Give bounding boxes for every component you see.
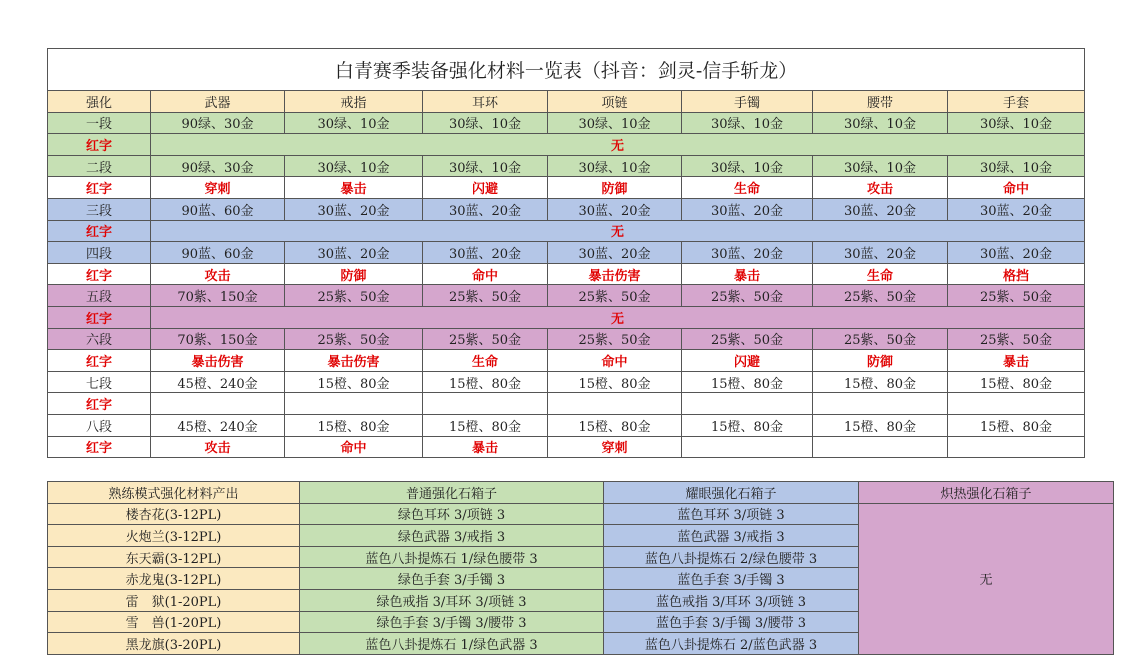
table-cell: 70紫、150金 [151,328,285,350]
table-cell: 30蓝、20金 [948,198,1085,220]
table-cell: 25紫、50金 [285,328,423,350]
table-cell: 45橙、240金 [151,414,285,436]
enhance-level-row [48,371,1085,393]
table-cell: 15橙、80金 [682,371,813,393]
table-cell: 15橙、80金 [813,414,948,436]
table-cell: 90蓝、60金 [151,242,285,264]
table-cell: 30绿、10金 [285,155,423,177]
table-cell: 30蓝、20金 [813,198,948,220]
drops-source-cell: 雷 狱(1-20PL) [48,589,300,611]
table-cell: 70紫、150金 [151,285,285,307]
column-header: 项链 [548,91,682,113]
table-cell: 防御 [813,350,948,372]
table-cell: 攻击 [151,263,285,285]
table-cell: 生命 [813,263,948,285]
row-label: 八段 [48,414,151,436]
table-cell: 命中 [948,177,1085,199]
drops-box-cell: 绿色手套 3/手镯 3/腰带 3 [300,611,604,633]
red-text-row [48,436,1085,458]
column-header: 手镯 [682,91,813,113]
red-text-row [48,134,1085,156]
table-cell: 30绿、10金 [948,155,1085,177]
table-cell: 30绿、10金 [285,112,423,134]
table-cell: 穿刺 [151,177,285,199]
table-cell: 90蓝、60金 [151,198,285,220]
table-cell: 30绿、10金 [948,112,1085,134]
red-text-row [48,306,1085,328]
table-cell [151,393,285,415]
table-cell [948,436,1085,458]
drops-box-cell: 绿色武器 3/戒指 3 [300,525,604,547]
drops-box-cell: 蓝色八卦提炼石 2/绿色腰带 3 [604,546,859,568]
red-text-row [48,220,1085,242]
column-header: 武器 [151,91,285,113]
row-label: 一段 [48,112,151,134]
table-cell: 暴击伤害 [548,263,682,285]
drops-box-cell: 蓝色八卦提炼石 1/绿色武器 3 [300,633,604,655]
table-cell: 25紫、50金 [948,328,1085,350]
table-cell: 30蓝、20金 [285,242,423,264]
table-cell: 25紫、50金 [285,285,423,307]
table-cell: 闪避 [423,177,548,199]
table-cell: 30绿、10金 [813,155,948,177]
drops-source-cell: 东天霸(3-12PL) [48,546,300,568]
table-cell [285,393,423,415]
material-drops-table [47,481,1114,655]
column-header: 耳环 [423,91,548,113]
drops-header-normal: 普通强化石箱子 [300,482,604,504]
table-cell: 防御 [548,177,682,199]
table-cell: 生命 [423,350,548,372]
column-header: 强化 [48,91,151,113]
table-cell: 命中 [548,350,682,372]
table-cell: 15橙、80金 [423,371,548,393]
row-label: 六段 [48,328,151,350]
drops-box-cell: 蓝色戒指 3/耳环 3/项链 3 [604,589,859,611]
enhance-level-row [48,414,1085,436]
column-header: 腰带 [813,91,948,113]
table-cell: 闪避 [682,350,813,372]
header-row [48,91,1085,113]
enhance-level-row [48,155,1085,177]
row-label: 二段 [48,155,151,177]
table-cell: 生命 [682,177,813,199]
table-cell: 45橙、240金 [151,371,285,393]
table-cell: 攻击 [813,177,948,199]
table-cell: 命中 [423,263,548,285]
enhancement-materials-table [47,48,1085,458]
row-label: 红字 [48,350,151,372]
table-cell: 25紫、50金 [548,285,682,307]
table-cell: 暴击 [682,263,813,285]
drops-header-blazing: 炽热强化石箱子 [859,482,1114,504]
row-label: 红字 [48,393,151,415]
table-cell: 25紫、50金 [813,328,948,350]
table-cell: 30蓝、20金 [285,198,423,220]
table-cell: 攻击 [151,436,285,458]
drops-box-cell: 蓝色手套 3/手镯 3/腰带 3 [604,611,859,633]
drops-source-cell: 黑龙旗(3-20PL) [48,633,300,655]
drops-source-cell: 赤龙鬼(3-12PL) [48,568,300,590]
table-cell: 90绿、30金 [151,155,285,177]
table-cell: 15橙、80金 [813,371,948,393]
table-cell: 25紫、50金 [813,285,948,307]
table-cell [682,436,813,458]
table-cell: 命中 [285,436,423,458]
table-cell: 15橙、80金 [423,414,548,436]
table-cell: 15橙、80金 [285,371,423,393]
table-cell: 25紫、50金 [548,328,682,350]
table-cell: 暴击 [423,436,548,458]
row-label: 红字 [48,177,151,199]
row-label: 红字 [48,134,151,156]
table-cell: 暴击 [948,350,1085,372]
table-cell: 暴击伤害 [285,350,423,372]
enhance-level-row [48,198,1085,220]
table-cell: 30绿、10金 [423,112,548,134]
row-label: 四段 [48,242,151,264]
red-text-row [48,263,1085,285]
table-cell: 90绿、30金 [151,112,285,134]
drops-box-cell: 蓝色耳环 3/项链 3 [604,503,859,525]
table-cell: 30蓝、20金 [548,242,682,264]
row-label: 三段 [48,198,151,220]
table-cell: 25紫、50金 [423,328,548,350]
table-cell: 30绿、10金 [682,112,813,134]
row-label: 红字 [48,263,151,285]
merged-cell: 无 [151,306,1085,328]
table-cell: 15橙、80金 [548,414,682,436]
table-cell [548,393,682,415]
table-cell: 25紫、50金 [682,328,813,350]
table-cell: 30绿、10金 [682,155,813,177]
table-cell [813,436,948,458]
merged-cell: 无 [151,134,1085,156]
table-cell: 30绿、10金 [548,155,682,177]
enhance-level-row [48,112,1085,134]
table-cell: 30蓝、20金 [813,242,948,264]
row-label: 红字 [48,436,151,458]
row-label: 红字 [48,220,151,242]
red-text-row [48,350,1085,372]
table-cell [813,393,948,415]
table-cell: 30蓝、20金 [423,198,548,220]
table-cell: 30蓝、20金 [423,242,548,264]
table-cell: 暴击伤害 [151,350,285,372]
drops-box-cell: 蓝色八卦提炼石 2/蓝色武器 3 [604,633,859,655]
table-cell: 防御 [285,263,423,285]
table-cell: 15橙、80金 [682,414,813,436]
table-cell: 30蓝、20金 [682,242,813,264]
table-cell: 25紫、50金 [682,285,813,307]
table-cell [948,393,1085,415]
drops-box-cell: 蓝色八卦提炼石 1/绿色腰带 3 [300,546,604,568]
drops-source-cell: 火炮兰(3-12PL) [48,525,300,547]
table-cell: 暴击 [285,177,423,199]
drops-header-dazzling: 耀眼强化石箱子 [604,482,859,504]
table-cell: 30绿、10金 [548,112,682,134]
table-cell: 25紫、50金 [423,285,548,307]
row-label: 五段 [48,285,151,307]
table-cell: 30绿、10金 [813,112,948,134]
drops-header-source: 熟练模式强化材料产出 [48,482,300,504]
enhance-level-row [48,242,1085,264]
table-cell: 30绿、10金 [423,155,548,177]
enhance-level-row [48,328,1085,350]
drops-source-cell: 楼杏花(3-12PL) [48,503,300,525]
row-label: 七段 [48,371,151,393]
table-cell: 30蓝、20金 [682,198,813,220]
table-cell: 格挡 [948,263,1085,285]
table-title: 白青赛季装备强化材料一览表（抖音：剑灵-信手斩龙） [48,49,1085,91]
enhance-level-row [48,393,1085,415]
table-cell: 30蓝、20金 [948,242,1085,264]
merged-cell: 无 [151,220,1085,242]
drops-header-row [48,482,1114,504]
table-cell [682,393,813,415]
red-text-row [48,177,1085,199]
table-cell [423,393,548,415]
row-label: 红字 [48,306,151,328]
drops-box-cell: 蓝色手套 3/手镯 3 [604,568,859,590]
drops-box-cell: 绿色戒指 3/耳环 3/项链 3 [300,589,604,611]
drops-source-cell: 雪 兽(1-20PL) [48,611,300,633]
enhance-level-row [48,285,1085,307]
table-cell: 15橙、80金 [548,371,682,393]
drops-row [48,503,1114,525]
table-cell: 15橙、80金 [948,371,1085,393]
drops-box-cell: 蓝色武器 3/戒指 3 [604,525,859,547]
table-cell: 15橙、80金 [285,414,423,436]
drops-box-cell: 绿色耳环 3/项链 3 [300,503,604,525]
drops-box-cell: 绿色手套 3/手镯 3 [300,568,604,590]
column-header: 戒指 [285,91,423,113]
column-header: 手套 [948,91,1085,113]
table-cell: 30蓝、20金 [548,198,682,220]
table-cell: 25紫、50金 [948,285,1085,307]
table-cell: 15橙、80金 [948,414,1085,436]
table-cell: 穿刺 [548,436,682,458]
drops-blazing-cell: 无 [859,503,1114,654]
